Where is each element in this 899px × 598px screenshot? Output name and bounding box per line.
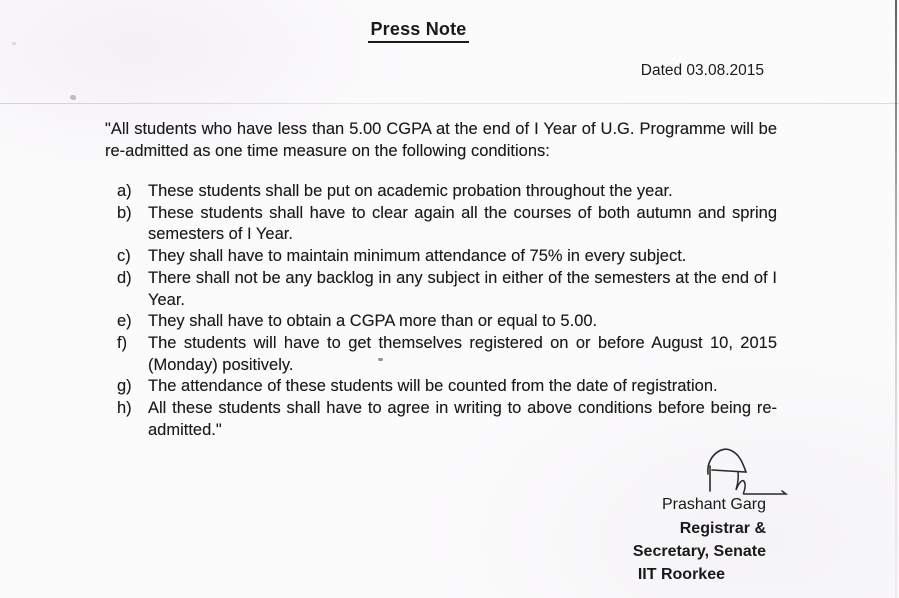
list-item	[117, 268, 777, 311]
list-item-text: There shall not be any backlog in any subject in either of the semesters at the end of I Year.	[148, 268, 777, 309]
list-item-text: These students shall be put on academic probation throughout the year.	[148, 182, 673, 200]
list-item-label: f)	[117, 333, 128, 352]
list-item-text: They shall have to maintain minimum attendance of 75% in every subject.	[148, 247, 687, 266]
list-item-text: All these students shall have to agree in writing to above conditions before being re-admitted."	[148, 399, 777, 439]
date-line: Dated 03.08.2015	[640, 62, 764, 79]
list-item	[117, 181, 777, 203]
list-item-label: h)	[117, 399, 132, 418]
list-item-label: e)	[117, 312, 132, 331]
signatory-org: IIT Roorkee	[637, 566, 725, 583]
scan-artifact-right-edge-line	[895, 0, 897, 598]
list-item	[117, 311, 777, 333]
list-item-text: They shall have to obtain a CGPA more than or equal to 5.00.	[148, 312, 598, 331]
signatory-title: Secretary, Senate	[632, 543, 766, 560]
list-item-label: d)	[117, 268, 132, 287]
list-item	[117, 398, 777, 441]
list-item-label: a)	[117, 182, 132, 200]
list-item-text: These students shall have to clear again all the courses of both autumn and spring semesters of I Year.	[148, 203, 777, 244]
scan-artifact-horizontal-line	[0, 103, 899, 104]
page-title	[0, 19, 868, 43]
list-item	[117, 333, 777, 376]
signature-scribble-icon	[698, 444, 796, 502]
conditions-list	[117, 181, 777, 441]
list-item	[117, 376, 777, 398]
list-item-text: The attendance of these students will be counted from the date of registration.	[148, 377, 718, 396]
list-item-label: g)	[117, 377, 132, 396]
signatory-title: Registrar &	[679, 520, 766, 537]
list-item-text: The students will have to get themselves registered on or before August 10, 2015 (Monday) positively.	[148, 333, 777, 374]
page-title-text: Press Note	[368, 19, 468, 43]
list-item	[117, 203, 777, 246]
scan-speck	[70, 95, 76, 100]
list-item	[117, 246, 777, 268]
signatory-name: Prashant Garg	[661, 496, 766, 513]
list-item-label: c)	[117, 247, 131, 266]
intro-paragraph: "All students who have less than 5.00 CGPA at the end of I Year of U.G. Programme will be re-admitted as one time measure on the following conditions:	[105, 120, 777, 160]
list-item-label: b)	[117, 203, 132, 222]
